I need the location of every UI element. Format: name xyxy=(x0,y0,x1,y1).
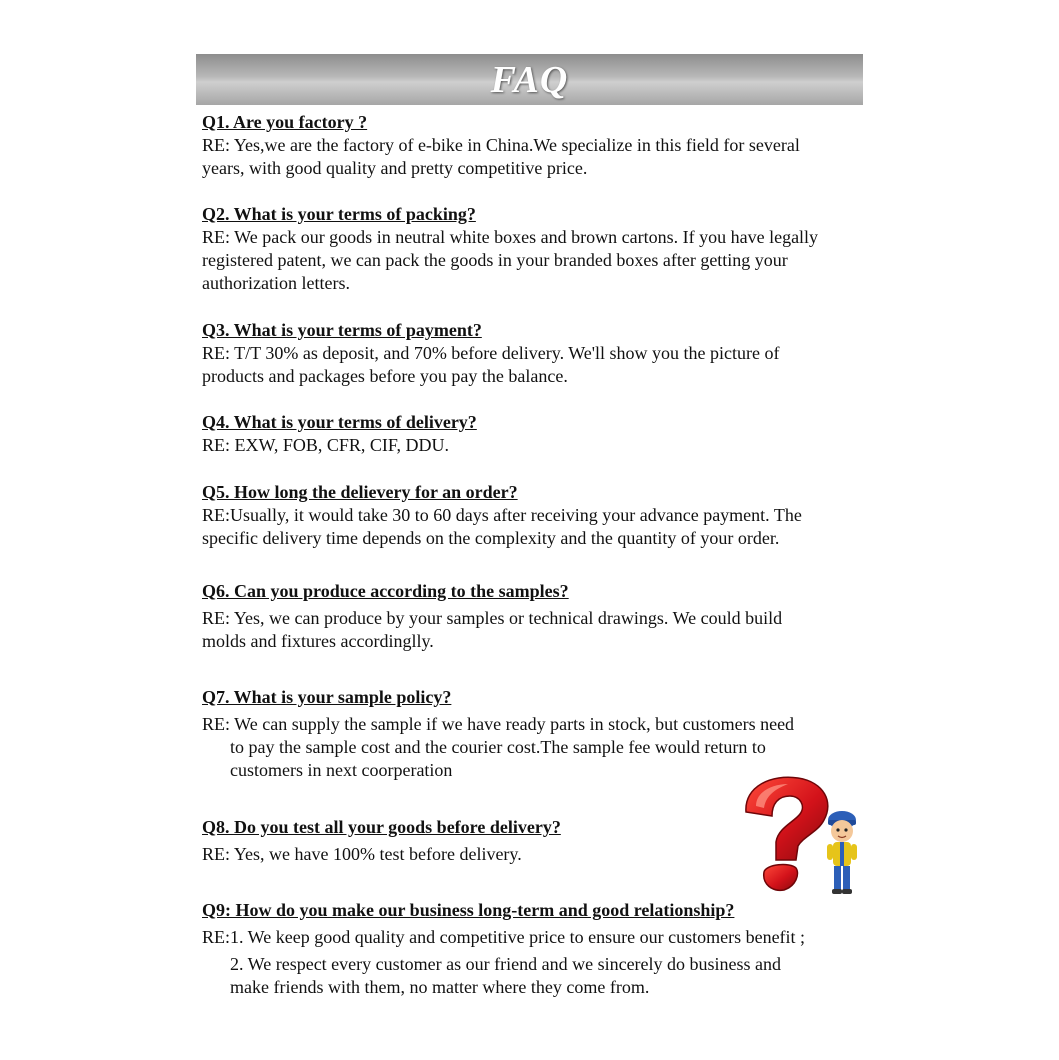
answer-line: years, with good quality and pretty competitive price. xyxy=(202,158,588,178)
faq-answer-6 xyxy=(202,607,782,653)
faq-answer-2 xyxy=(202,226,818,295)
faq-question-1: Q1. Are you factory ? xyxy=(202,112,368,132)
faq-header-banner xyxy=(196,54,863,105)
answer-line: to pay the sample cost and the courier cost.The sample fee would return to xyxy=(230,737,766,757)
answer-line: RE: Yes,we are the factory of e-bike in China.We specialize in this field for several xyxy=(202,135,800,155)
answer-line: customers in next coorperation xyxy=(230,760,453,780)
faq-question-3: Q3. What is your terms of payment? xyxy=(202,320,482,340)
faq-answer-5 xyxy=(202,504,802,550)
answer-line: RE: EXW, FOB, CFR, CIF, DDU. xyxy=(202,435,449,455)
answer-line: make friends with them, no matter where they come from. xyxy=(230,977,650,997)
answer-line: specific delivery time depends on the complexity and the quantity of your order. xyxy=(202,528,780,548)
answer-line: RE: We can supply the sample if we have ready parts in stock, but customers need xyxy=(202,714,795,734)
faq-answer-7 xyxy=(202,713,794,782)
answer-line: 2. We respect every customer as our friend and we sincerely do business and xyxy=(230,954,782,974)
faq-answer-1 xyxy=(202,134,800,180)
page-title: FAQ xyxy=(490,58,569,101)
faq-question-2: Q2. What is your terms of packing? xyxy=(202,204,476,224)
answer-line: registered patent, we can pack the goods in your branded boxes after getting your xyxy=(202,250,788,270)
faq-question-7: Q7. What is your sample policy? xyxy=(202,687,452,707)
answer-line: RE: Yes, we have 100% test before delivery. xyxy=(202,844,522,864)
question-mark-with-worker-icon xyxy=(738,774,868,898)
answer-line: products and packages before you pay the balance. xyxy=(202,366,568,386)
answer-line: authorization letters. xyxy=(202,273,350,293)
faq-question-5: Q5. How long the delievery for an order? xyxy=(202,482,518,502)
faq-question-6: Q6. Can you produce according to the samples? xyxy=(202,581,569,601)
answer-line: molds and fixtures accordinglly. xyxy=(202,631,434,651)
faq-answer-3 xyxy=(202,342,780,388)
answer-line: RE: Yes, we can produce by your samples or technical drawings. We could build xyxy=(202,608,783,628)
answer-line: RE:1. We keep good quality and competitive price to ensure our customers benefit ; xyxy=(202,927,806,947)
faq-question-9: Q9: How do you make our business long-term and good relationship? xyxy=(202,900,735,920)
faq-question-4: Q4. What is your terms of delivery? xyxy=(202,412,477,432)
faq-answer-4 xyxy=(202,434,449,457)
faq-answer-8 xyxy=(202,843,522,866)
answer-line: RE: We pack our goods in neutral white boxes and brown cartons. If you have legally xyxy=(202,227,819,247)
answer-line: RE: T/T 30% as deposit, and 70% before delivery. We'll show you the picture of xyxy=(202,343,780,363)
faq-answer-9 xyxy=(202,926,805,999)
faq-question-8: Q8. Do you test all your goods before delivery? xyxy=(202,817,561,837)
answer-line: RE:Usually, it would take 30 to 60 days after receiving your advance payment. The xyxy=(202,505,802,525)
